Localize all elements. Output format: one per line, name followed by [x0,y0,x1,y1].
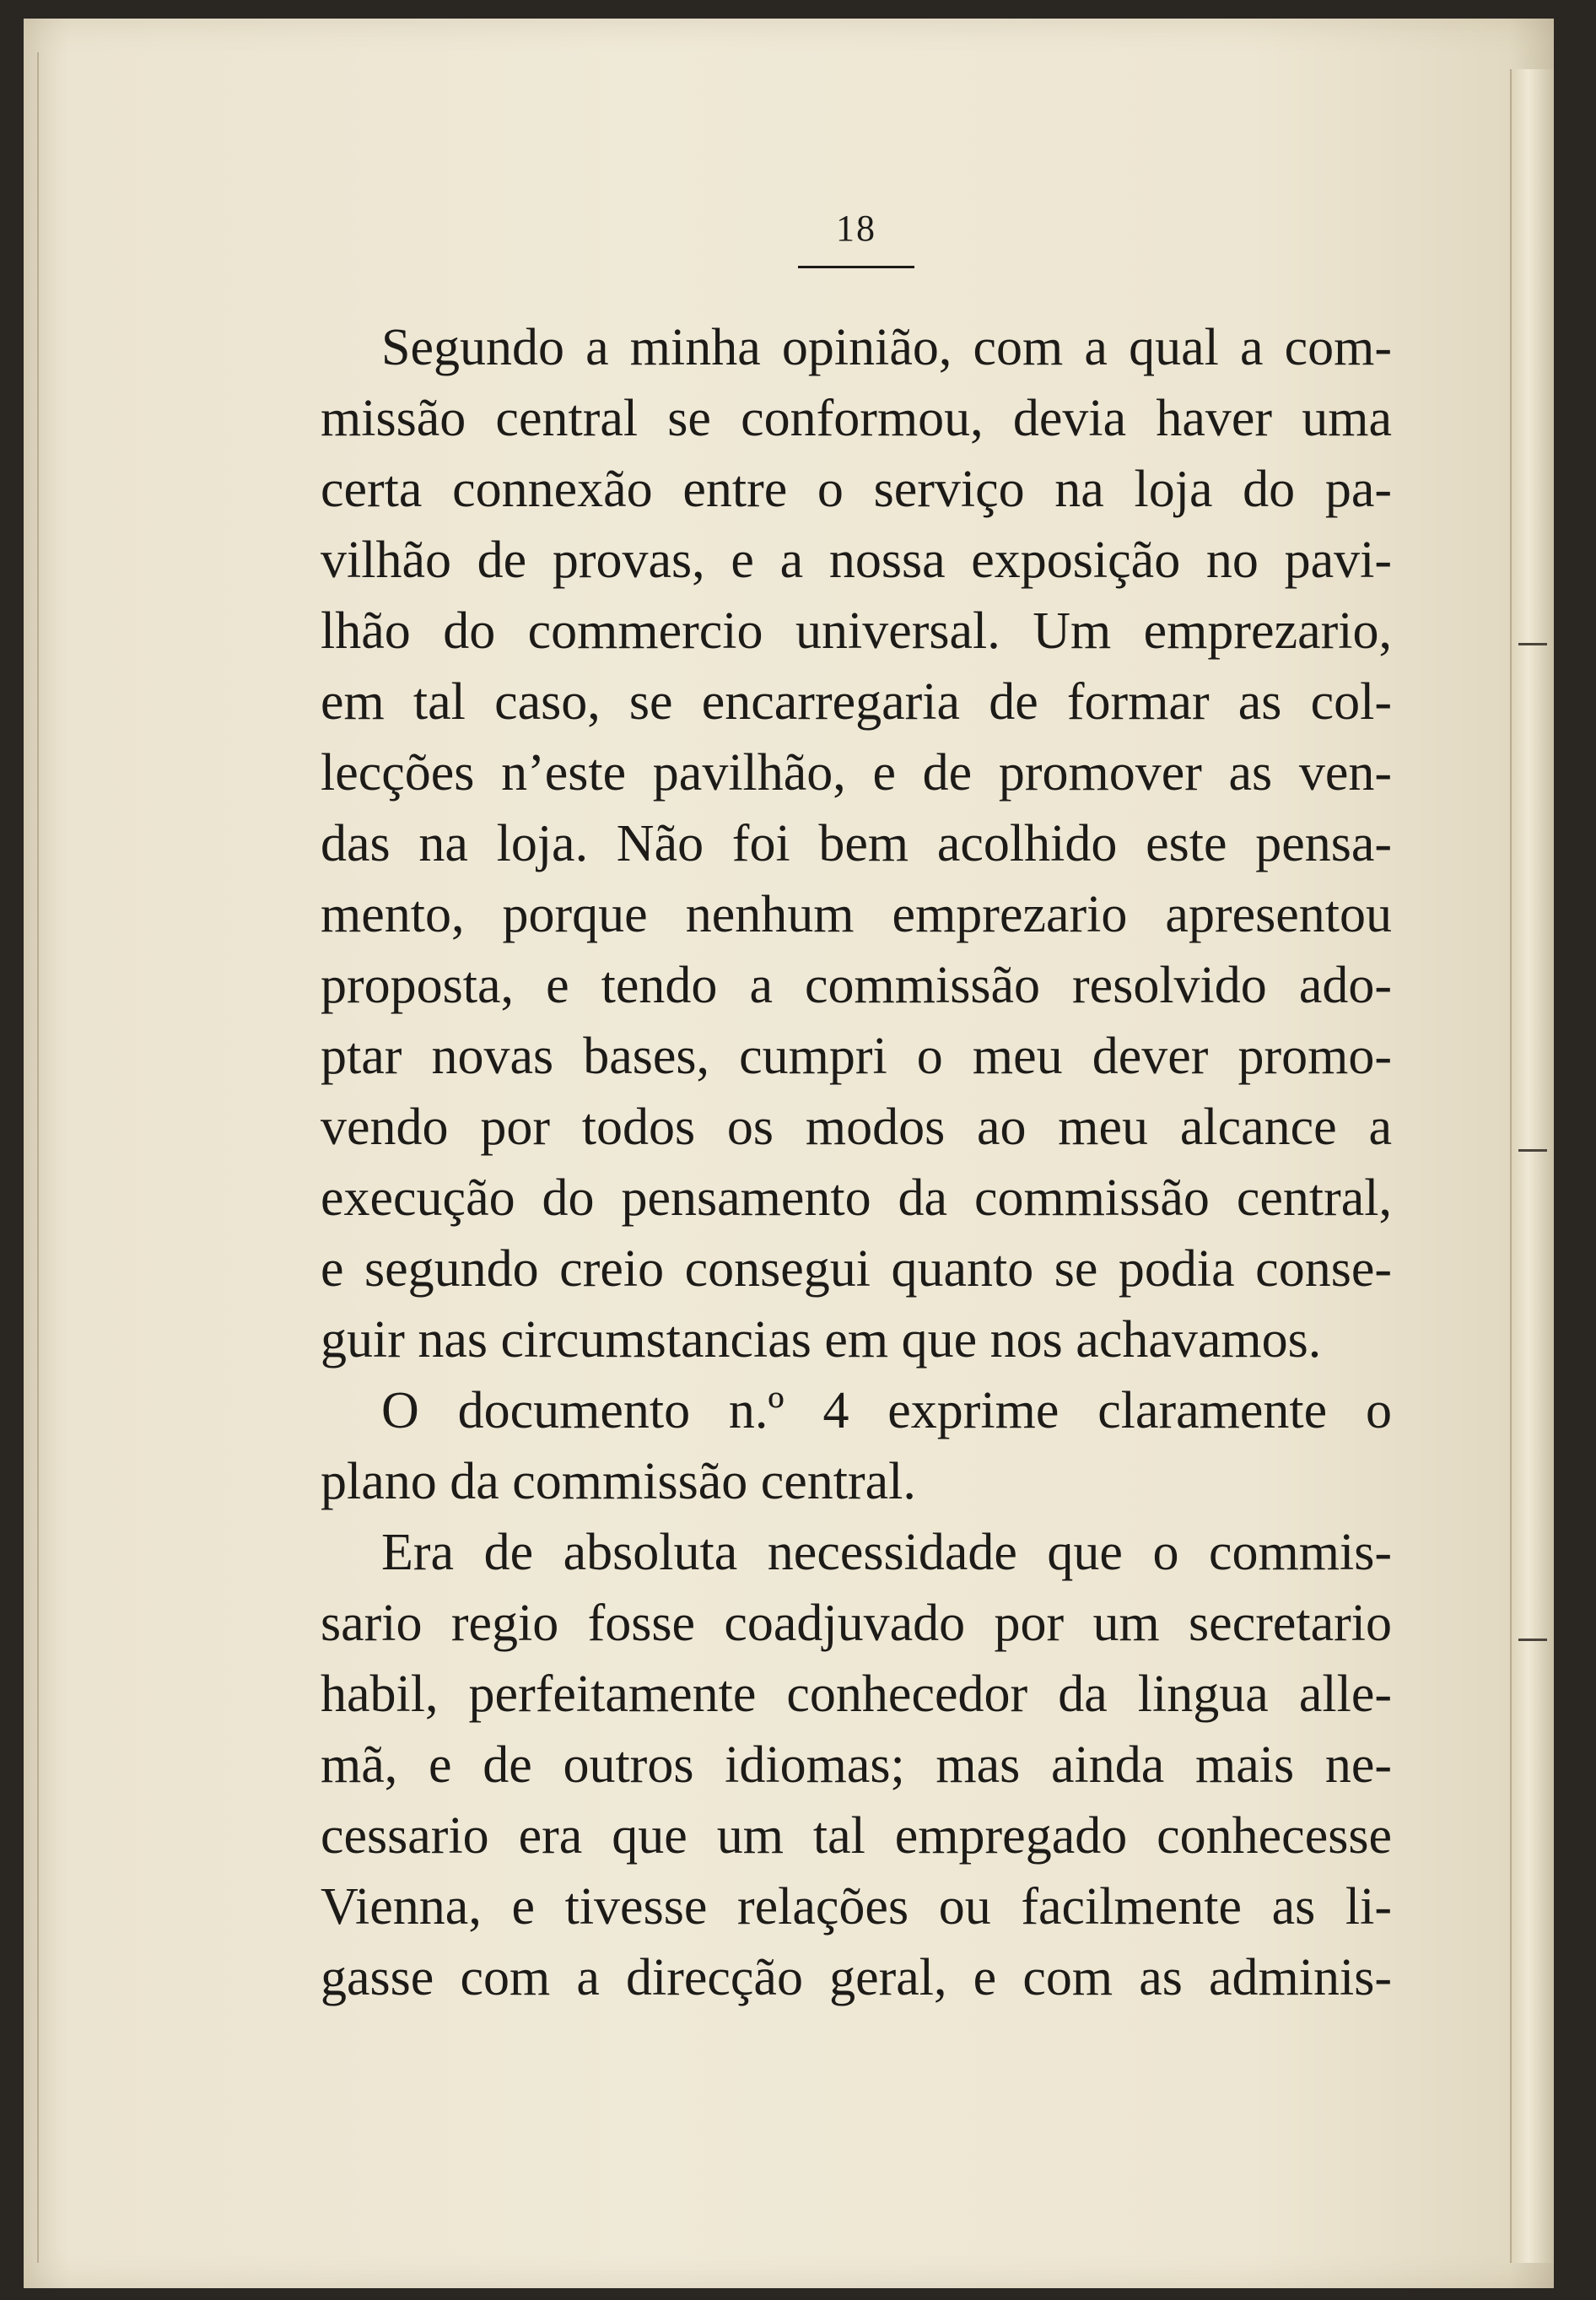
text-line: execução do pensamento da commissão central, [321,1169,1392,1227]
text-line: vilhão de provas, e a nossa exposição no pavi- [321,532,1392,589]
text-line: proposta, e tendo a commissão resolvido ado- [321,957,1392,1014]
next-page-edge [1510,69,1554,2263]
text-line: vendo por todos os modos ao meu alcance a [321,1099,1392,1156]
edge-mark [1518,643,1547,645]
text-line: Vienna, e tivesse relações ou facilmente as li- [321,1878,1392,1936]
text-line: lecções n’este pavilhão, e de promover as ven- [321,744,1392,802]
text-line: em tal caso, se encarregaria de formar as col- [321,673,1392,731]
text-line: lhão do commercio universal. Um emprezario, [321,602,1392,660]
text-line: Segundo a minha opinião, com a qual a com- [381,319,1392,376]
page-gutter-line [37,52,39,2263]
text-line: mento, porque nenhum emprezario apresentou [321,886,1392,943]
page-number: 18 [836,208,876,249]
text-line: mã, e de outros idiomas; mas ainda mais ne- [321,1736,1392,1794]
text-line: plano da commissão central. [321,1453,916,1510]
edge-mark [1518,1639,1547,1641]
edge-mark [1518,1149,1547,1152]
text-line: e segundo creio consegui quanto se podia conse- [321,1240,1392,1298]
text-line: sario regio fosse coadjuvado por um secretario [321,1595,1392,1652]
text-line: gasse com a direcção geral, e com as adminis- [321,1949,1392,2006]
page-number-rule [798,266,914,268]
text-line: ptar novas bases, cumpri o meu dever promo- [321,1028,1392,1085]
text-line: certa connexão entre o serviço na loja do pa- [321,461,1392,518]
text-line: das na loja. Não foi bem acolhido este pensa- [321,815,1392,872]
text-line: O documento n.º 4 exprime claramente o [381,1382,1392,1439]
text-line: missão central se conformou, devia haver uma [321,390,1392,447]
text-line: habil, perfeitamente conhecedor da lingua alle- [321,1666,1392,1723]
text-line: guir nas circumstancias em que nos achavamos. [321,1311,1322,1369]
text-line: Era de absoluta necessidade que o commis- [381,1524,1392,1581]
text-line: cessario era que um tal empregado conhecesse [321,1807,1392,1865]
